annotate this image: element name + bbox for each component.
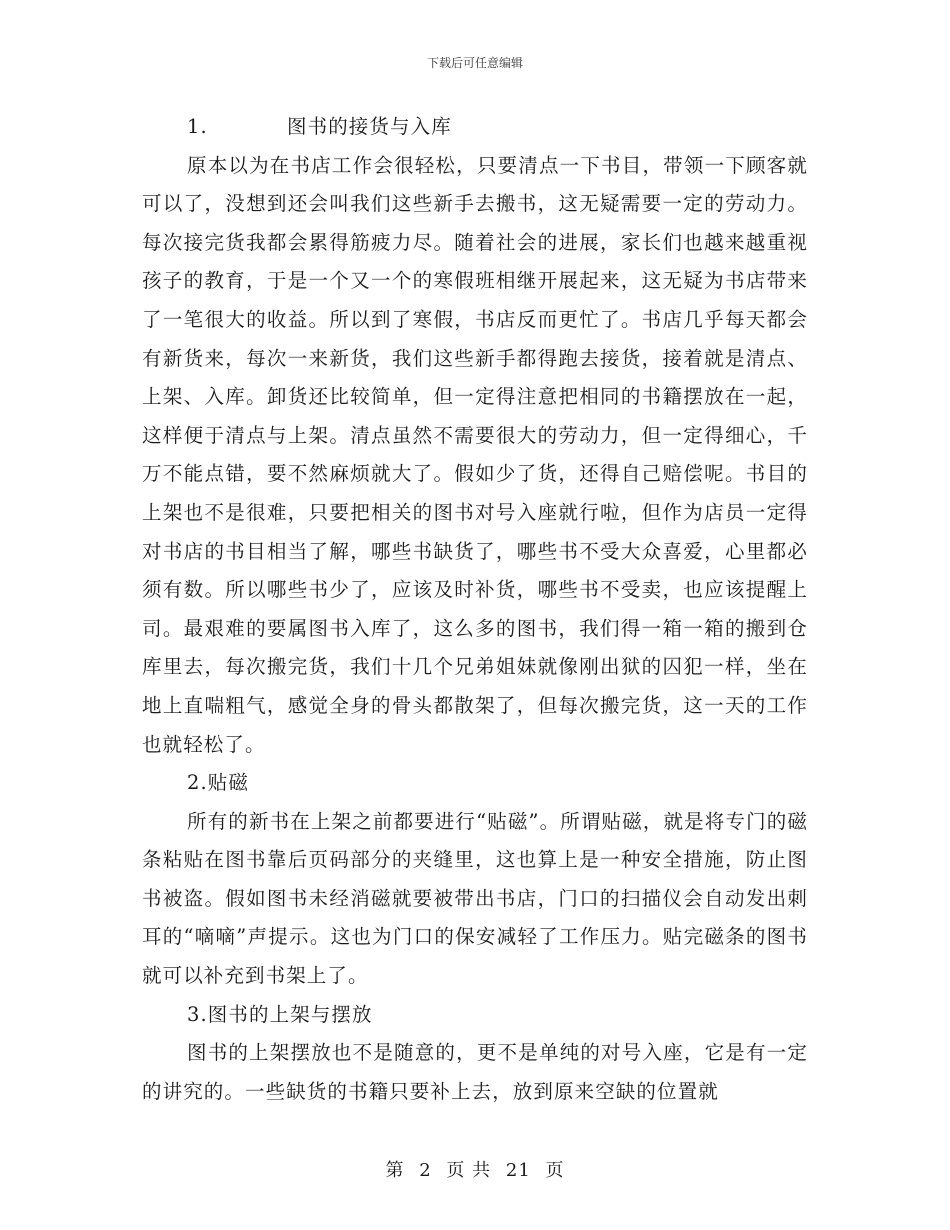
footer-prefix: 第 (385, 1160, 405, 1181)
section-1-paragraph: 原本以为在书店工作会很轻松，只要清点一下书目，带领一下顾客就可以了，没想到还会叫我们这些新手去搬书，这无疑需要一定的劳动力。每次接完货我都会累得筋疲力尽。随着社会的进展，家长们也越来越重视孩子的教育，于是一个又一个的寒假班相继开展起来，这无疑为书店带来了一笔很大的收益。所以到了寒假，书店反而更忙了。书店几乎每天都会有新货来，每次一来新货，我们这些新手都得跑去接货，接着就是清点、上架、入库。卸货还比较简单，但一定得注意把相同的书籍摆放在一起，这样便于清点与上架。清点虽然不需要很大的劳动力，但一定得细心，千万不能点错，要不然麻烦就大了。假如少了货，还得自己赔偿呢。书目的上架也不是很难，只要把相关的图书对号入座就行啦，但作为店员一定得对书店的书目相当了解，哪些书缺货了，哪些书不受大众喜爱，心里都必须有数。所以哪些书少了，应该及时补货，哪些书不受卖，也应该提醒上司。最艰难的要属图书入库了，这么多的图书，我们得一箱一箱的搬到仓库里去，每次搬完货，我们十几个兄弟姐妹就像刚出狱的囚犯一样，坐在地上直喘粗气，感觉全身的骨头都散架了，但每次搬完货，这一天的工作也就轻松了。 (142, 153, 808, 756)
page-header: 下载后可任意编辑 (426, 56, 523, 70)
footer-total-pages: 21 (505, 1160, 531, 1181)
document-body (142, 108, 808, 1111)
section-1-heading (142, 108, 808, 147)
section-1-number: 1. (187, 115, 208, 138)
footer-current-page: 2 (419, 1160, 432, 1181)
page-footer (0, 1156, 950, 1182)
section-3-paragraph: 图书的上架摆放也不是随意的，更不是单纯的对号入座，它是有一定的讲究的。一些缺货的书籍只要补上去，放到原来空缺的位置就 (142, 1041, 808, 1103)
section-2-paragraph: 所有的新书在上架之前都要进行“贴磁”。所谓贴磁，就是将专门的磁条粘贴在图书靠后页码部分的夹缝里，这也算上是一种安全措施，防止图书被盗。假如图书未经消磁就要被带出书店，门口的扫描仪会自动发出刺耳的“嘀嘀”声提示。这也为门口的保安减轻了工作压力。贴完磁条的图书就可以补充到书架上了。 (142, 809, 808, 988)
section-3-heading: 3.图书的上架与摆放 (187, 1002, 373, 1026)
footer-suffix: 页 (545, 1160, 565, 1181)
footer-middle: 页 共 (446, 1160, 492, 1181)
section-2-heading: 2.贴磁 (187, 771, 250, 795)
section-1-title: 图书的接货与入库 (287, 115, 452, 138)
